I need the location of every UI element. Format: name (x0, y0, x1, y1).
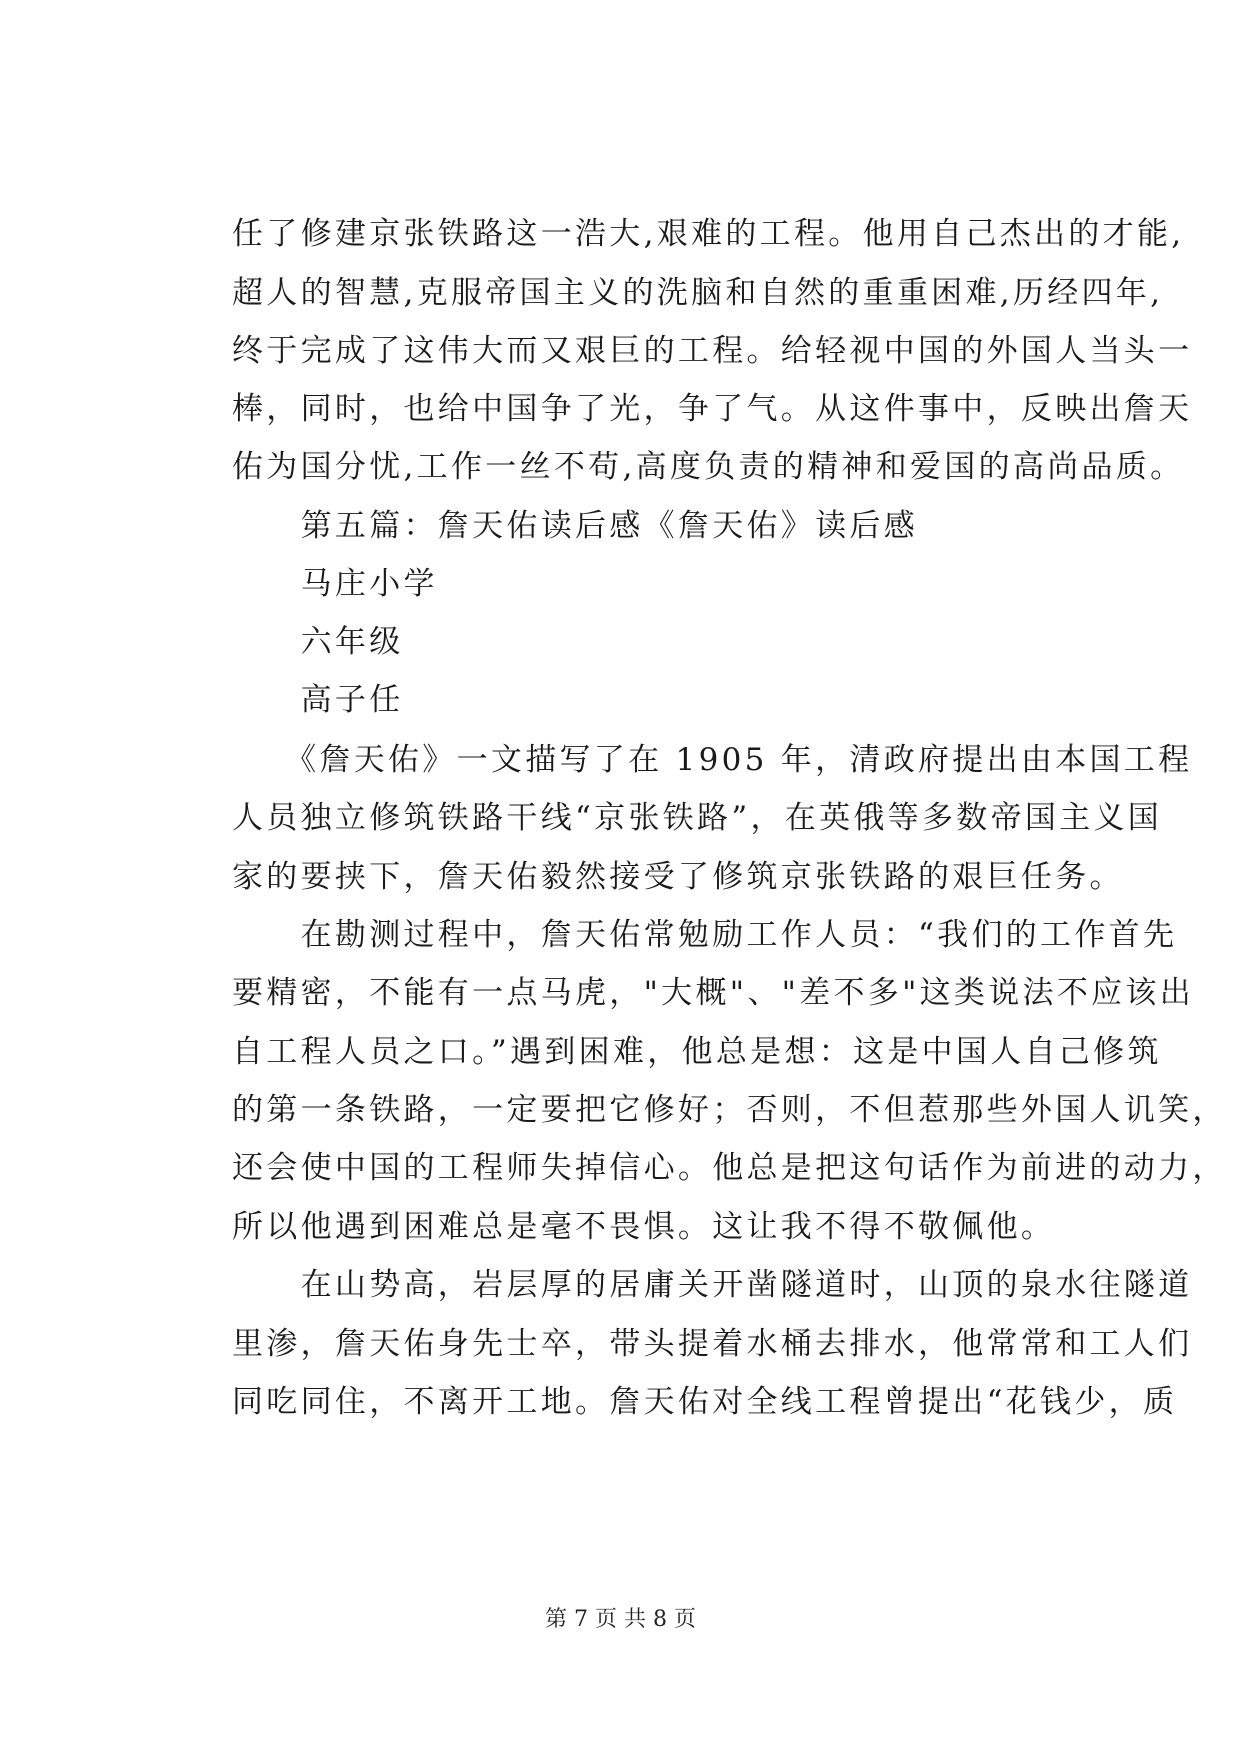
body-line-20: 里渗，詹天佑身先士卒，带头提着水桶去排水，他常常和工人们 (232, 1326, 1193, 1362)
body-line-4: 棒，同时，也给中国争了光，争了气。从这件事中，反映出詹天 (232, 391, 1193, 427)
body-line-14: 要精密，不能有一点马虎，"大概"、"差不多"这类说法不应该出 (232, 975, 1195, 1011)
body-line-13: 在勘测过程中，詹天佑常勉励工作人员：“我们的工作首先 (232, 917, 1178, 953)
body-line-17: 还会使中国的工程师失掉信心。他总是把这句话作为前进的动力， (232, 1150, 1227, 1186)
body-line-16: 的第一条铁路，一定要把它修好；否则，不但惹那些外国人讥笑， (232, 1092, 1227, 1128)
body-line-11: 人员独立修筑铁路干线“京张铁路”，在英俄等多数帝国主义国 (232, 800, 1163, 836)
body-line-21: 同吃同住，不离开工地。詹天佑对全线工程曾提出“花钱少，质 (232, 1384, 1178, 1420)
body-line-2: 超人的智慧,克服帝国主义的洗脑和自然的重重困难,历经四年, (232, 275, 1164, 311)
author-name: 高子任 (232, 682, 404, 718)
body-line-15: 自工程人员之口。”遇到困难，他总是想：这是中国人自己修筑 (232, 1034, 1162, 1070)
body-line-5: 佑为国分忧,工作一丝不苟,高度负责的精神和爱国的高尚品质。 (232, 449, 1185, 485)
body-line-18: 所以他遇到困难总是毫不畏惧。这让我不得不敬佩他。 (232, 1209, 1056, 1245)
body-line-1: 任了修建京张铁路这一浩大,艰难的工程。他用自己杰出的才能, (232, 216, 1185, 252)
body-line-19: 在山势高，岩层厚的居庸关开凿隧道时，山顶的泉水往隧道 (232, 1267, 1193, 1303)
grade-label: 六年级 (232, 624, 404, 660)
school-name: 马庄小学 (232, 566, 438, 602)
section-heading: 第五篇：詹天佑读后感《詹天佑》读后感 (232, 508, 918, 544)
body-line-3: 终于完成了这伟大而又艰巨的工程。给轻视中国的外国人当头一 (232, 333, 1193, 369)
body-line-10: 《詹天佑》一文描写了在 1905 年，清政府提出由本国工程 (232, 742, 1193, 778)
body-line-12: 家的要挟下，詹天佑毅然接受了修筑京张铁路的艰巨任务。 (232, 859, 1124, 895)
page-footer: 第 7 页 共 8 页 (545, 1607, 696, 1632)
